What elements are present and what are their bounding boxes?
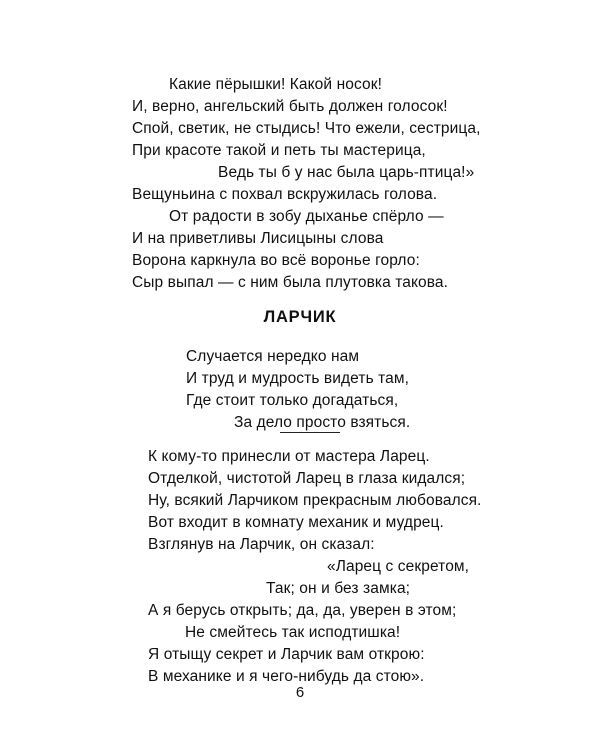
- verse-line: Ворона каркнула во всё воронье горло:: [132, 252, 420, 269]
- verse-line: Так; он и без замка;: [266, 580, 411, 597]
- epigraph-line: Где стоит только догадаться,: [186, 392, 399, 409]
- verse-line: Ну, всякий Ларчиком прекрасным любовался.: [148, 492, 482, 509]
- verse-line: Какие пёрышки! Какой носок!: [169, 76, 382, 93]
- verse-line: От радости в зобу дыханье спёрло —: [169, 208, 444, 225]
- verse-line: Не смейтесь так исподтишка!: [185, 624, 401, 641]
- section-divider: [280, 432, 340, 433]
- verse-line: А я берусь открыть; да, да, уверен в этом;: [148, 602, 457, 619]
- verse-line: Сыр выпал — с ним была плутовка такова.: [132, 274, 449, 291]
- verse-line: Отделкой, чистотой Ларец в глаза кидался;: [148, 470, 466, 487]
- fable-title: ЛАРЧИК: [263, 308, 337, 326]
- verse-line: Ведь ты б у нас была царь-птица!»: [218, 164, 475, 181]
- epigraph-line: За дело просто взяться.: [234, 414, 411, 431]
- page-number: 6: [295, 684, 305, 701]
- verse-line: Спой, светик, не стыдись! Что ежели, сестрица,: [132, 120, 481, 137]
- verse-line: В механике и я чего-нибудь да стою».: [148, 668, 425, 685]
- verse-line: Я отыщу секрет и Ларчик вам открою:: [148, 646, 425, 663]
- verse-line: Вещуньина с похвал вскружилась голова.: [132, 186, 438, 203]
- verse-line: При красоте такой и петь ты мастерица,: [132, 142, 426, 159]
- verse-line: И, верно, ангельский быть должен голосок!: [132, 98, 448, 115]
- verse-line: К кому-то принесли от мастера Ларец.: [148, 448, 430, 465]
- verse-line: Взглянув на Ларчик, он сказал:: [148, 536, 375, 553]
- verse-line: Вот входит в комнату механик и мудрец.: [148, 514, 444, 531]
- verse-line: И на приветливы Лисицыны слова: [132, 230, 384, 247]
- verse-line: «Ларец с секретом,: [327, 558, 470, 575]
- epigraph-line: Случается нередко нам: [186, 348, 360, 365]
- epigraph-line: И труд и мудрость видеть там,: [186, 370, 410, 387]
